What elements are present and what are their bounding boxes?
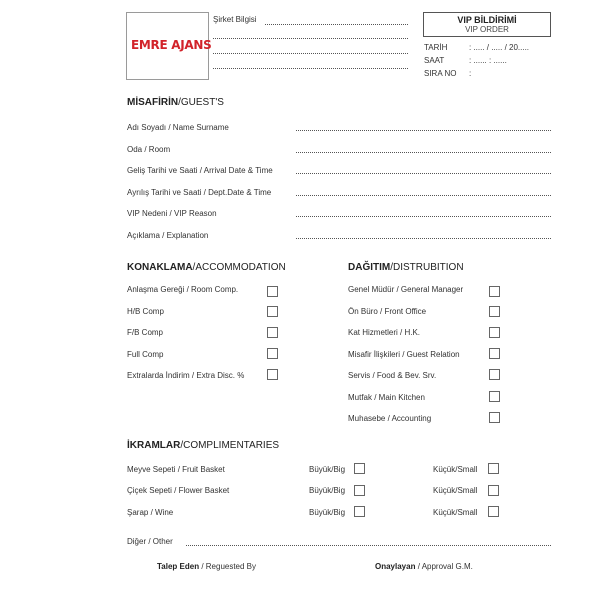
reason-input-line[interactable] bbox=[296, 216, 551, 217]
guest-field-label: VIP Nedeni / VIP Reason bbox=[127, 209, 217, 218]
accounting-checkbox[interactable] bbox=[489, 412, 500, 423]
seq-label: SIRA NO bbox=[424, 69, 457, 78]
small-label: Küçük/Small bbox=[433, 465, 478, 474]
complimentary-item-label: Meyve Sepeti / Fruit Basket bbox=[127, 465, 225, 474]
time-label: SAAT bbox=[424, 56, 445, 65]
front-office-checkbox[interactable] bbox=[489, 306, 500, 317]
vip-title: VIP BİLDİRİMİ bbox=[457, 15, 517, 25]
seq-field[interactable]: : bbox=[469, 69, 472, 78]
other-input-line[interactable] bbox=[186, 545, 551, 546]
date-field[interactable]: : ..... / ..... / 20..... bbox=[469, 43, 530, 52]
guest-field-label: Oda / Room bbox=[127, 145, 171, 154]
flower-basket-small-checkbox[interactable] bbox=[488, 485, 499, 496]
distribution-item-label: Kat Hizmetleri / H.K. bbox=[348, 328, 421, 337]
fruit-basket-big-checkbox[interactable] bbox=[354, 463, 365, 474]
distribution-item-label: Misafir İlişkileri / Guest Relation bbox=[348, 350, 460, 359]
company-info-line-4[interactable] bbox=[213, 68, 408, 69]
room-input-line[interactable] bbox=[296, 152, 551, 153]
company-info-line-3[interactable] bbox=[213, 53, 408, 54]
distribution-item-label: Genel Müdür / General Manager bbox=[348, 285, 464, 294]
complimentaries-section-title: İKRAMLAR/COMPLIMENTARIES bbox=[127, 440, 280, 451]
distribution-item-label: Muhasebe / Accounting bbox=[348, 414, 432, 423]
wine-small-checkbox[interactable] bbox=[488, 506, 499, 517]
guest-field-label: Ayrılış Tarihi ve Saati / Dept.Date & Time bbox=[127, 188, 272, 197]
guest-section-title: MİSAFİRİN/GUEST'S bbox=[127, 97, 224, 108]
distribution-item-label: Ön Büro / Front Office bbox=[348, 307, 427, 316]
accommodation-item-label: Extralarda İndirim / Extra Disc. % bbox=[127, 371, 245, 380]
complimentary-item-label: Çiçek Sepeti / Flower Basket bbox=[127, 486, 230, 495]
accommodation-section-title: KONAKLAMA/ACCOMMODATION bbox=[127, 262, 286, 273]
big-label: Büyük/Big bbox=[309, 465, 346, 474]
time-field[interactable]: : ...... : ...... bbox=[469, 56, 507, 65]
food-bev-checkbox[interactable] bbox=[489, 369, 500, 380]
general-manager-checkbox[interactable] bbox=[489, 286, 500, 297]
approved-by-label: Onaylayan / Approval G.M. bbox=[375, 562, 473, 571]
vip-subtitle: VIP ORDER bbox=[465, 25, 509, 34]
company-info-line-1[interactable] bbox=[265, 24, 408, 25]
explanation-input-line[interactable] bbox=[296, 238, 551, 239]
guest-field-label: Geliş Tarihi ve Saati / Arrival Date & Time bbox=[127, 166, 273, 175]
housekeeping-checkbox[interactable] bbox=[489, 327, 500, 338]
room-comp-checkbox[interactable] bbox=[267, 286, 278, 297]
vip-order-box bbox=[423, 12, 551, 37]
company-logo: EMRE AJANS bbox=[131, 38, 212, 52]
wine-big-checkbox[interactable] bbox=[354, 506, 365, 517]
distribution-item-label: Mutfak / Main Kitchen bbox=[348, 393, 425, 402]
distribution-item-label: Servis / Food & Bev. Srv. bbox=[348, 371, 437, 380]
departure-input-line[interactable] bbox=[296, 195, 551, 196]
company-info-line-2[interactable] bbox=[213, 38, 408, 39]
main-kitchen-checkbox[interactable] bbox=[489, 391, 500, 402]
big-label: Büyük/Big bbox=[309, 486, 346, 495]
flower-basket-big-checkbox[interactable] bbox=[354, 485, 365, 496]
accommodation-item-label: H/B Comp bbox=[127, 307, 164, 316]
fruit-basket-small-checkbox[interactable] bbox=[488, 463, 499, 474]
arrival-input-line[interactable] bbox=[296, 173, 551, 174]
big-label: Büyük/Big bbox=[309, 508, 346, 517]
accommodation-item-label: Full Comp bbox=[127, 350, 164, 359]
guest-relation-checkbox[interactable] bbox=[489, 348, 500, 359]
small-label: Küçük/Small bbox=[433, 486, 478, 495]
date-label: TARİH bbox=[424, 43, 448, 52]
full-comp-checkbox[interactable] bbox=[267, 348, 278, 359]
small-label: Küçük/Small bbox=[433, 508, 478, 517]
distribution-section-title: DAĞITIM/DISTRUBITION bbox=[348, 262, 464, 273]
accommodation-item-label: F/B Comp bbox=[127, 328, 164, 337]
requested-by-label: Talep Eden / Reguested By bbox=[157, 562, 257, 571]
hb-comp-checkbox[interactable] bbox=[267, 306, 278, 317]
extra-disc-checkbox[interactable] bbox=[267, 369, 278, 380]
guest-field-label: Açıklama / Explanation bbox=[127, 231, 209, 240]
fb-comp-checkbox[interactable] bbox=[267, 327, 278, 338]
company-info-label: Şirket Bilgisi bbox=[213, 15, 257, 24]
name-input-line[interactable] bbox=[296, 130, 551, 131]
complimentary-item-label: Şarap / Wine bbox=[127, 508, 174, 517]
guest-field-label: Adı Soyadı / Name Surname bbox=[127, 123, 229, 132]
accommodation-item-label: Anlaşma Gereği / Room Comp. bbox=[127, 285, 239, 294]
other-label: Diğer / Other bbox=[127, 537, 173, 546]
